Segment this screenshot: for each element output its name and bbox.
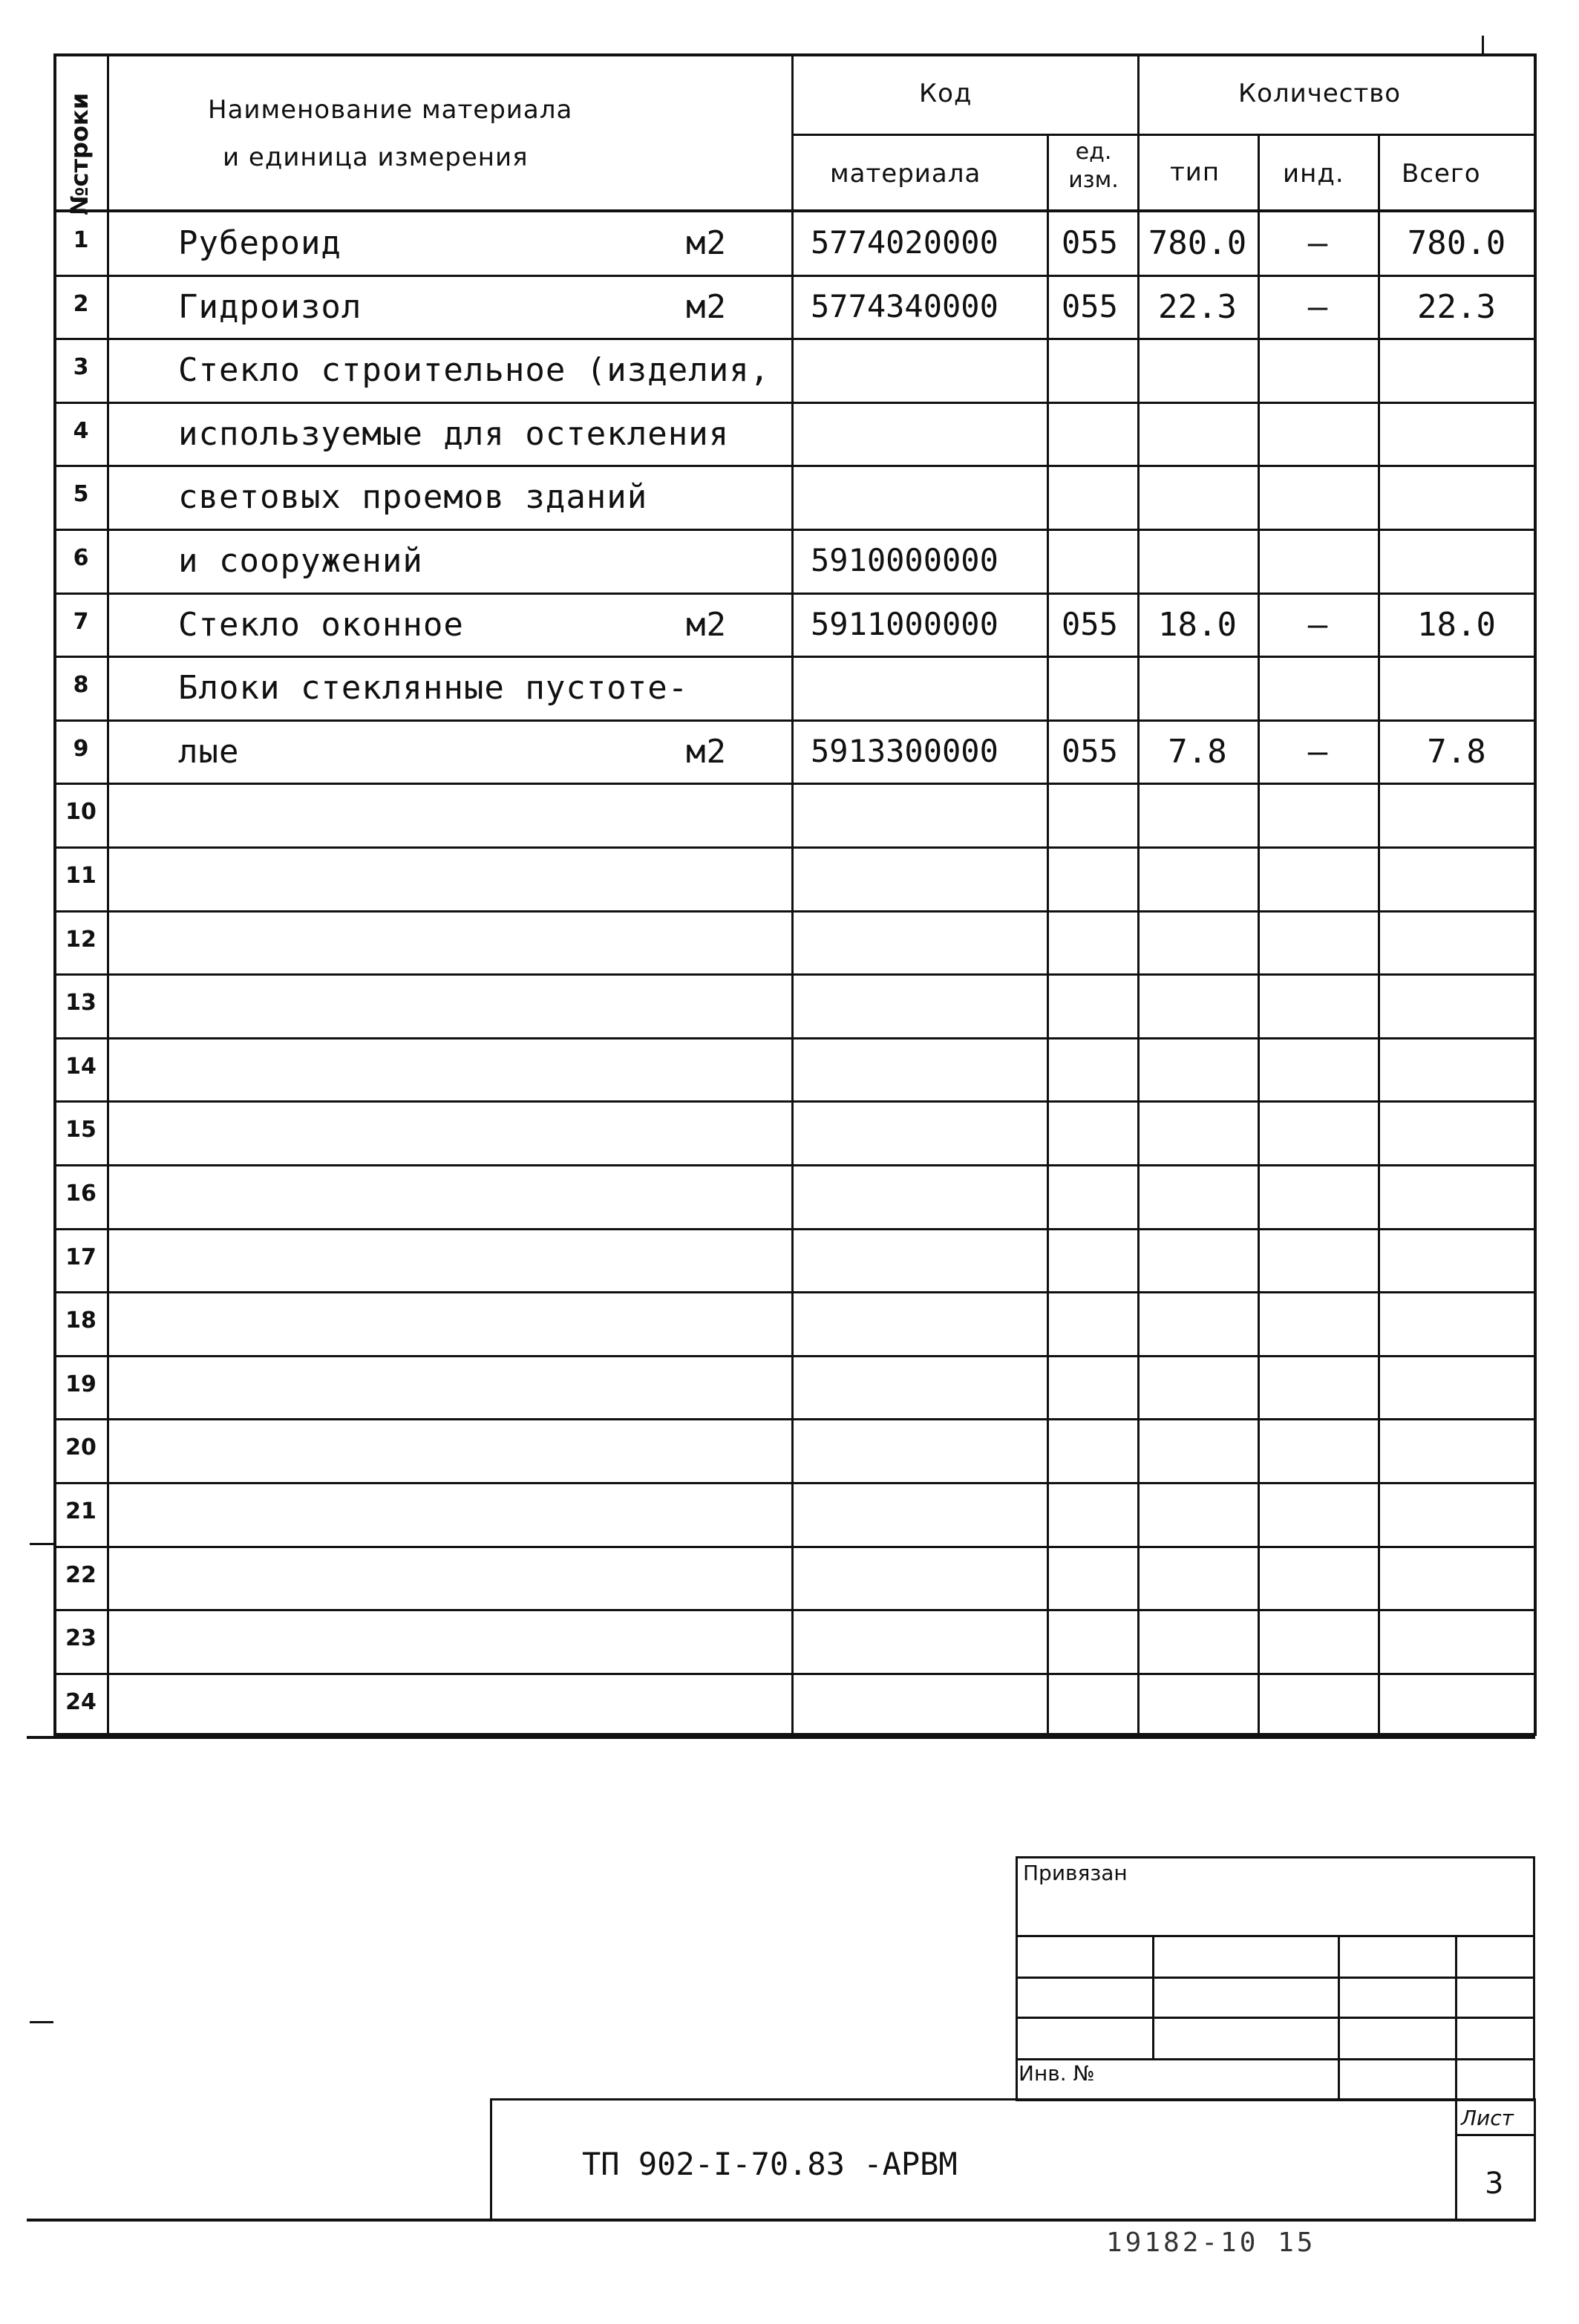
page-bottom-line (27, 2219, 1535, 2222)
sheet-number: 3 (1485, 2167, 1504, 2201)
title-block-left (490, 2098, 492, 2222)
header-material: материала (830, 159, 981, 189)
row-number: 8 (73, 672, 89, 699)
row-number: 9 (73, 735, 89, 762)
row-line (53, 656, 1537, 658)
row-number: 3 (73, 354, 89, 381)
row-number: 4 (73, 417, 89, 444)
col-divider-3 (1047, 134, 1049, 1736)
row-number: 7 (73, 608, 89, 635)
material-name: используемые для остекления (178, 414, 730, 453)
qty-type: 780.0 (1148, 224, 1247, 262)
binding-divider-1 (1152, 1935, 1154, 2058)
material-code: 5774340000 (811, 287, 998, 324)
header-code: Код (919, 79, 972, 108)
binding-label: Привязан (1023, 1861, 1128, 1885)
row-number: 19 (65, 1371, 97, 1397)
margin-tick-2 (30, 2021, 53, 2023)
row-line (53, 465, 1537, 467)
row-line (53, 910, 1537, 913)
material-name: и сооружений (178, 542, 423, 580)
header-quantity: Количество (1238, 79, 1402, 108)
row-number: 1 (73, 227, 89, 253)
row-line (53, 973, 1537, 976)
row-line (53, 1418, 1537, 1420)
row-line (53, 1482, 1537, 1484)
material-name: Блоки стеклянные пустоте- (178, 669, 689, 708)
row-number: 21 (65, 1498, 97, 1524)
margin-tick-1 (30, 1543, 53, 1545)
row-line (53, 1546, 1537, 1548)
binding-divider-2 (1338, 1935, 1340, 2101)
binding-line-1 (1016, 1935, 1535, 1937)
binding-line-4 (1016, 2058, 1535, 2060)
unit-code: 055 (1062, 732, 1118, 769)
unit-code: 055 (1062, 224, 1118, 261)
row-number: 13 (65, 990, 97, 1016)
document-code: ТП 902-I-70.83 -АРВМ (582, 2146, 958, 2182)
row-line (53, 593, 1537, 595)
qty-type: 7.8 (1168, 732, 1227, 771)
archive-number: 19182-10 15 (1106, 2227, 1316, 2258)
row-line (53, 1228, 1537, 1230)
title-block-sheet-divider (1455, 2098, 1457, 2222)
row-line (53, 1355, 1537, 1357)
row-line (53, 1673, 1537, 1675)
unit-of-measure: м2 (686, 224, 727, 262)
table-lower-line (27, 1736, 1535, 1739)
row-number: 15 (65, 1117, 97, 1143)
material-code: 5911000000 (811, 605, 998, 642)
row-line (53, 275, 1537, 277)
header-type: тип (1170, 157, 1220, 187)
unit-of-measure: м2 (686, 732, 727, 771)
header-total: Всего (1402, 159, 1481, 189)
header-bottom-line (53, 209, 1537, 212)
qty-total: 7.8 (1427, 732, 1486, 771)
row-number: 22 (65, 1561, 97, 1588)
sheet-cell-divider (1455, 2134, 1535, 2136)
row-line (53, 529, 1537, 531)
row-line (53, 1291, 1537, 1293)
row-number: 12 (65, 926, 97, 953)
row-line (53, 719, 1537, 722)
row-line (53, 1164, 1537, 1166)
row-number: 10 (65, 799, 97, 826)
row-number: 23 (65, 1625, 97, 1652)
header-unit-line2: изм. (1068, 167, 1119, 193)
material-name: Рубероид (178, 224, 341, 262)
unit-code: 055 (1062, 287, 1118, 324)
row-line (53, 783, 1537, 785)
qty-total: 18.0 (1417, 605, 1496, 644)
row-number: 16 (65, 1181, 97, 1207)
title-block-right (1534, 2098, 1536, 2222)
material-code: 5913300000 (811, 732, 998, 769)
binding-line-3 (1016, 2017, 1535, 2019)
binding-line-2 (1016, 1977, 1535, 1979)
header-ind: инд. (1283, 159, 1344, 189)
header-name-line1: Наименование материала (208, 95, 573, 125)
unit-of-measure: м2 (686, 605, 727, 644)
sheet-label: Лист (1461, 2106, 1514, 2130)
unit-of-measure: м2 (686, 287, 727, 326)
col-divider-5 (1258, 134, 1260, 1736)
row-line (53, 338, 1537, 340)
header-row-number: №строки (65, 92, 94, 215)
unit-code: 055 (1062, 605, 1118, 642)
row-line (53, 846, 1537, 849)
row-number: 6 (73, 545, 89, 571)
material-name: световых проемов зданий (178, 478, 648, 517)
row-number: 17 (65, 1244, 97, 1270)
qty-ind: – (1307, 224, 1328, 262)
row-number: 18 (65, 1308, 97, 1334)
material-name: Стекло строительное (изделия, (178, 351, 771, 390)
qty-ind: – (1307, 287, 1328, 326)
qty-type: 18.0 (1158, 605, 1237, 644)
row-number: 24 (65, 1688, 97, 1715)
title-block-top (490, 2098, 1535, 2101)
material-name: Стекло оконное (178, 605, 464, 644)
row-line (53, 1037, 1537, 1039)
row-number: 2 (73, 290, 89, 317)
row-number: 11 (65, 863, 97, 889)
qty-type: 22.3 (1158, 287, 1237, 326)
qty-total: 22.3 (1417, 287, 1496, 326)
row-number: 20 (65, 1434, 97, 1461)
inventory-number-label: Инв. № (1019, 2061, 1095, 2086)
qty-ind: – (1307, 732, 1328, 771)
binding-divider-3 (1455, 1935, 1457, 2101)
row-line (53, 1609, 1537, 1611)
row-number: 5 (73, 481, 89, 508)
material-code: 5774020000 (811, 224, 998, 261)
material-name: Гидроизол (178, 287, 362, 326)
header-mid-line (791, 134, 1537, 136)
material-name: лые (178, 732, 240, 771)
row-line (53, 402, 1537, 404)
row-line (53, 1100, 1537, 1103)
material-code: 5910000000 (811, 542, 998, 578)
corner-tick (1482, 36, 1484, 53)
header-name-line2: и единица измерения (223, 143, 529, 172)
qty-ind: – (1307, 605, 1328, 644)
row-number: 14 (65, 1053, 97, 1080)
header-unit-line1: ед. (1075, 139, 1112, 165)
col-divider-6 (1378, 134, 1380, 1736)
qty-total: 780.0 (1407, 224, 1506, 262)
